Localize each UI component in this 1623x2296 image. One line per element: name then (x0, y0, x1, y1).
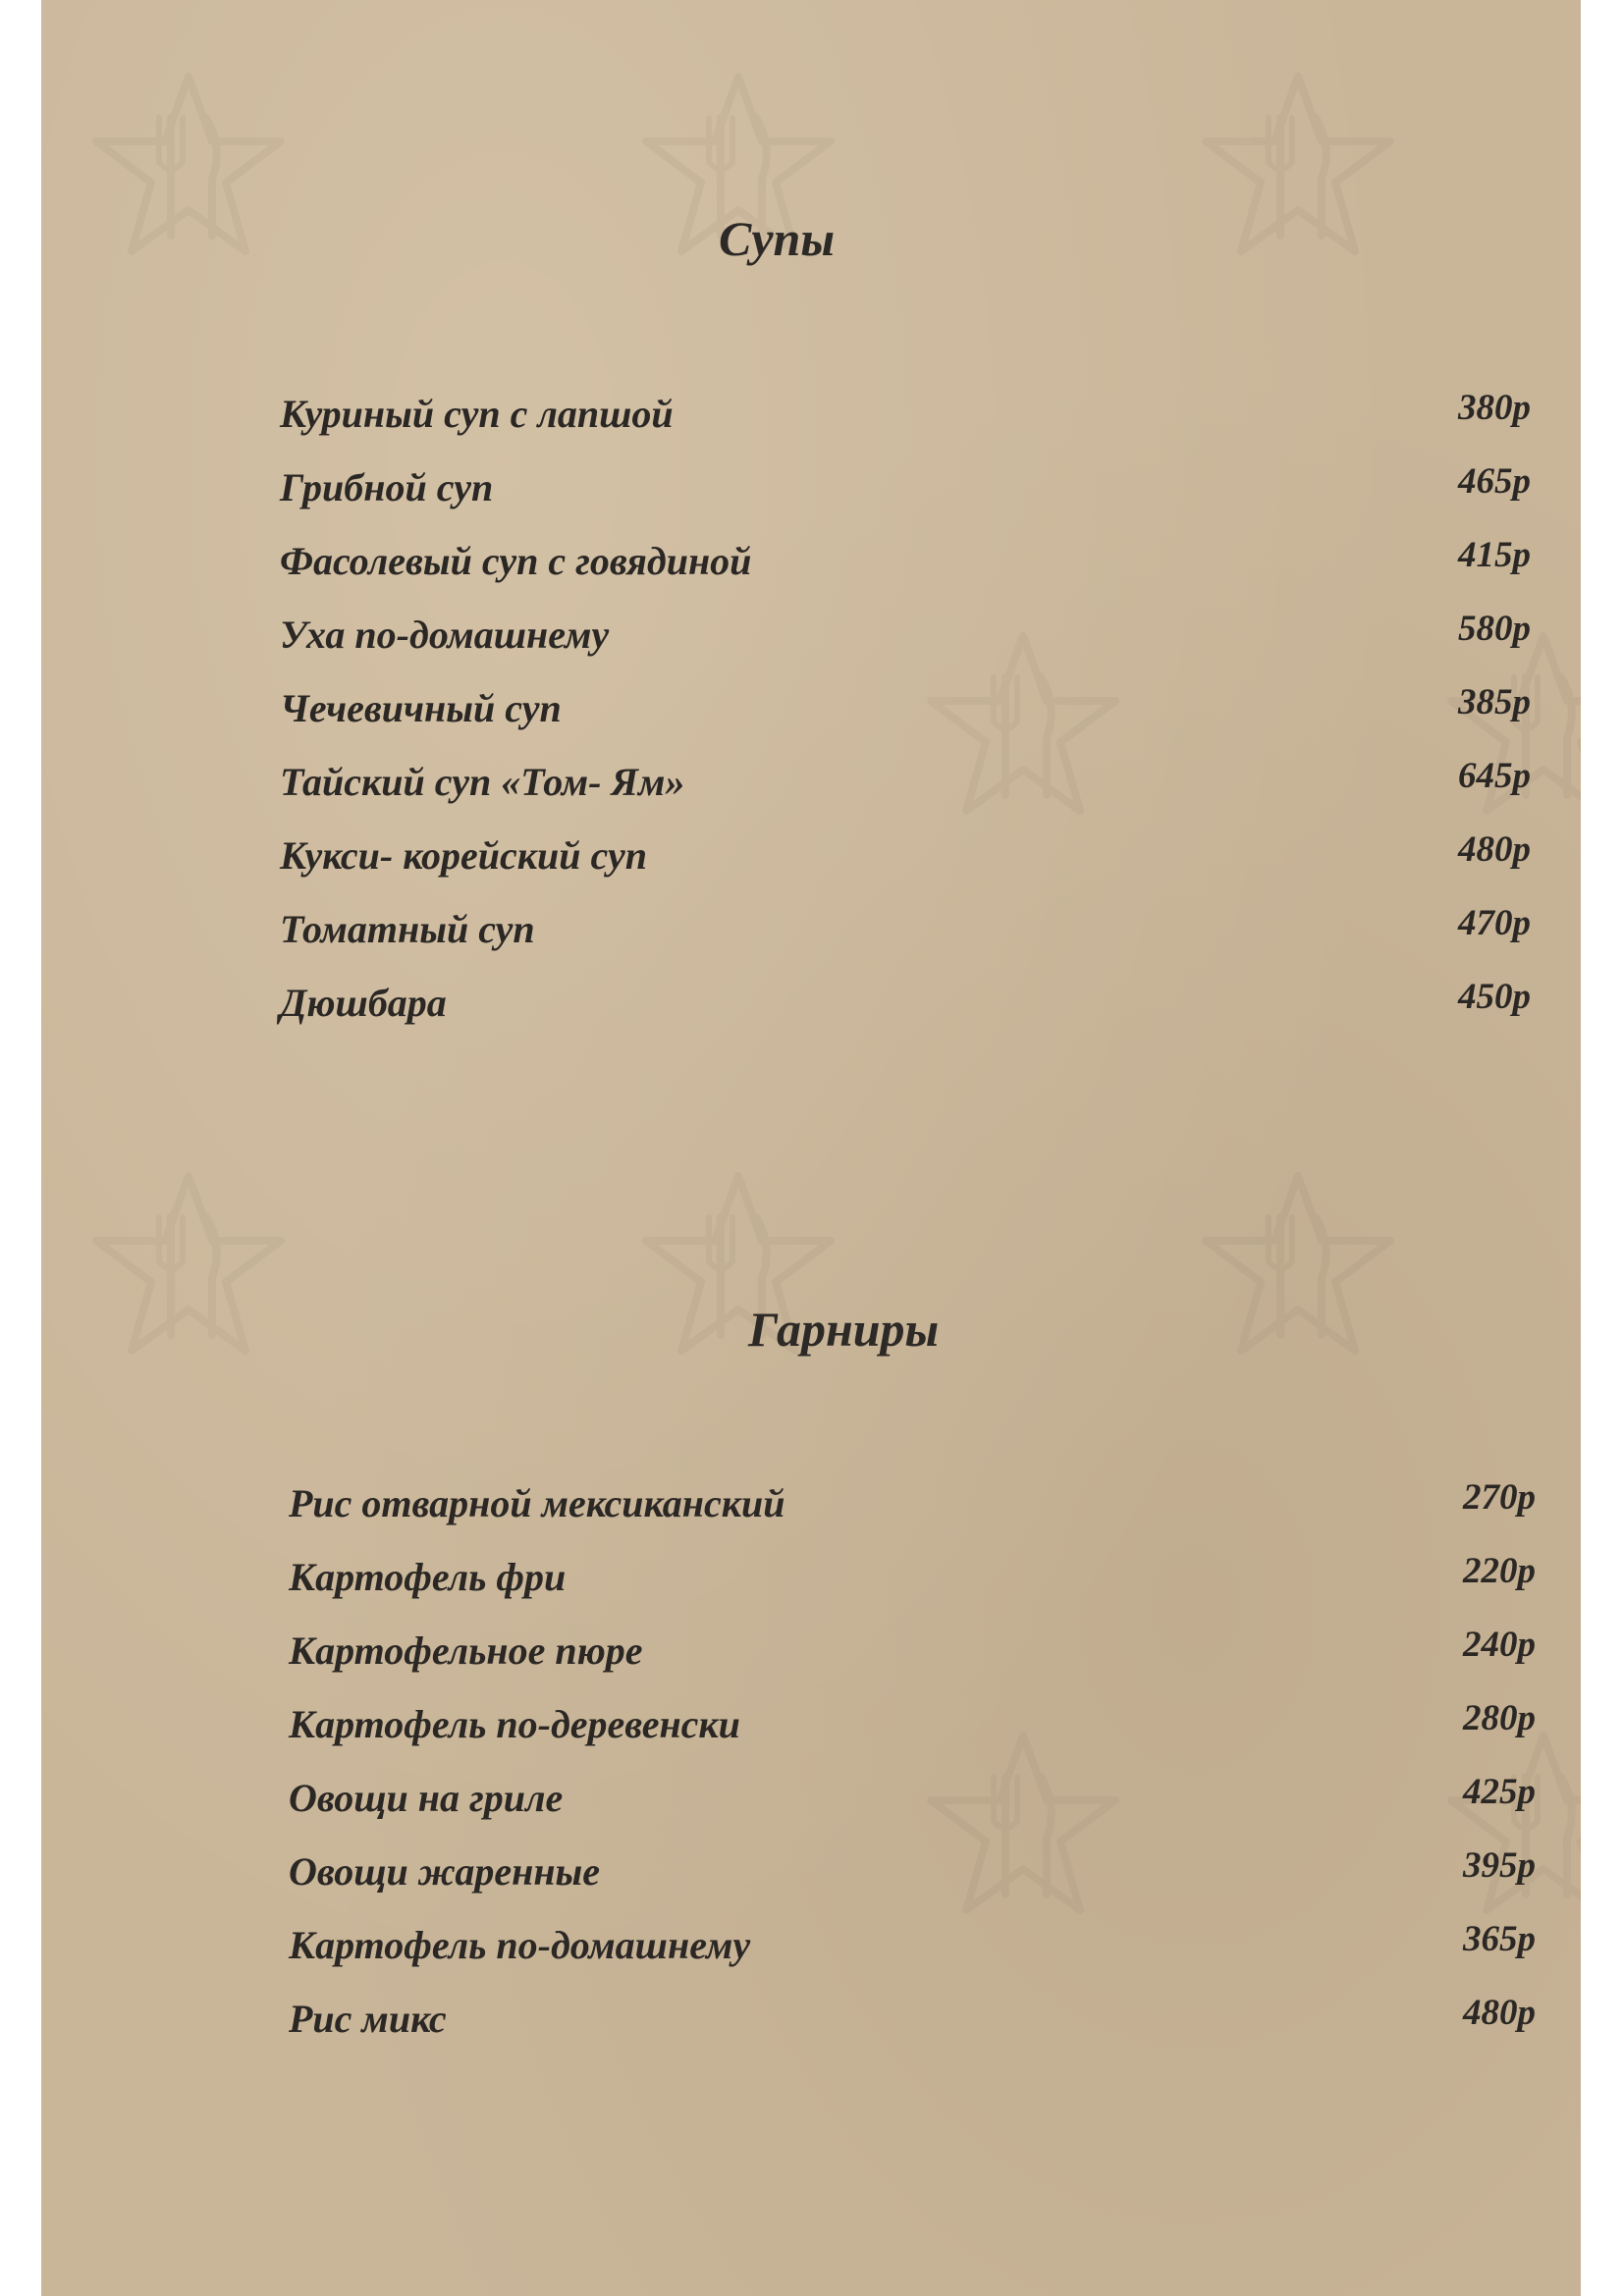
menu-item (289, 1625, 1536, 1701)
item-name: Овощи на гриле (289, 1776, 564, 1820)
item-price: 270р (1463, 1477, 1536, 1518)
watermark-fork-knife-star-icon (81, 69, 297, 265)
item-price: 385р (1458, 682, 1531, 722)
item-price: 415р (1458, 535, 1531, 575)
menu-item (289, 1477, 1536, 1554)
menu-item (280, 682, 1531, 759)
item-name: Рис микс (289, 1997, 447, 2041)
item-price: 480р (1463, 1993, 1536, 2033)
item-price: 580р (1458, 609, 1531, 649)
item-name: Картофель по-деревенски (289, 1702, 740, 1746)
item-price: 220р (1463, 1551, 1536, 1591)
item-name: Куриный суп с лапшой (280, 392, 674, 436)
item-price: 645р (1458, 756, 1531, 796)
item-name: Рис отварной мексиканский (289, 1481, 785, 1525)
menu-item (280, 535, 1531, 612)
menu-item (280, 461, 1531, 538)
watermark-fork-knife-star-icon (1190, 1168, 1406, 1364)
item-name: Чечевичный суп (280, 686, 562, 730)
menu-item (289, 1698, 1536, 1775)
menu-item (280, 388, 1531, 464)
watermark-fork-knife-star-icon (81, 1168, 297, 1364)
item-name: Картофельное пюре (289, 1629, 643, 1673)
item-name: Картофель фри (289, 1555, 567, 1599)
section-title-sides: Гарниры (748, 1302, 940, 1357)
menu-item (289, 1845, 1536, 1922)
item-name: Овощи жаренные (289, 1849, 601, 1894)
item-price: 465р (1458, 461, 1531, 502)
item-price: 450р (1458, 977, 1531, 1017)
menu-list-sides (289, 1477, 1536, 2069)
item-name: Кукси- корейский суп (280, 833, 647, 878)
item-name: Картофель по-домашнему (289, 1923, 751, 1967)
menu-list-soups (280, 388, 1531, 1053)
watermark-fork-knife-star-icon (1190, 69, 1406, 265)
item-price: 425р (1463, 1772, 1536, 1812)
item-price: 365р (1463, 1919, 1536, 1959)
item-name: Тайский суп «Том- Ям» (280, 760, 685, 804)
menu-item (289, 1772, 1536, 1848)
menu-item (280, 977, 1531, 1053)
menu-item (289, 1919, 1536, 1996)
menu-item (289, 1551, 1536, 1628)
item-price: 380р (1458, 388, 1531, 428)
item-price: 395р (1463, 1845, 1536, 1886)
item-price: 480р (1458, 829, 1531, 870)
item-name: Грибной суп (280, 465, 494, 509)
menu-item (280, 903, 1531, 980)
menu-item (280, 756, 1531, 832)
section-title-soups: Супы (719, 211, 836, 266)
item-price: 240р (1463, 1625, 1536, 1665)
menu-item (289, 1993, 1536, 2069)
item-name: Фасолевый суп с говядиной (280, 539, 752, 583)
item-name: Уха по-домашнему (280, 613, 610, 657)
item-price: 280р (1463, 1698, 1536, 1738)
item-price: 470р (1458, 903, 1531, 943)
item-name: Томатный суп (280, 907, 535, 951)
menu-item (280, 829, 1531, 906)
menu-item (280, 609, 1531, 685)
menu-page (41, 0, 1581, 2296)
item-name: Дюшбара (280, 981, 447, 1025)
